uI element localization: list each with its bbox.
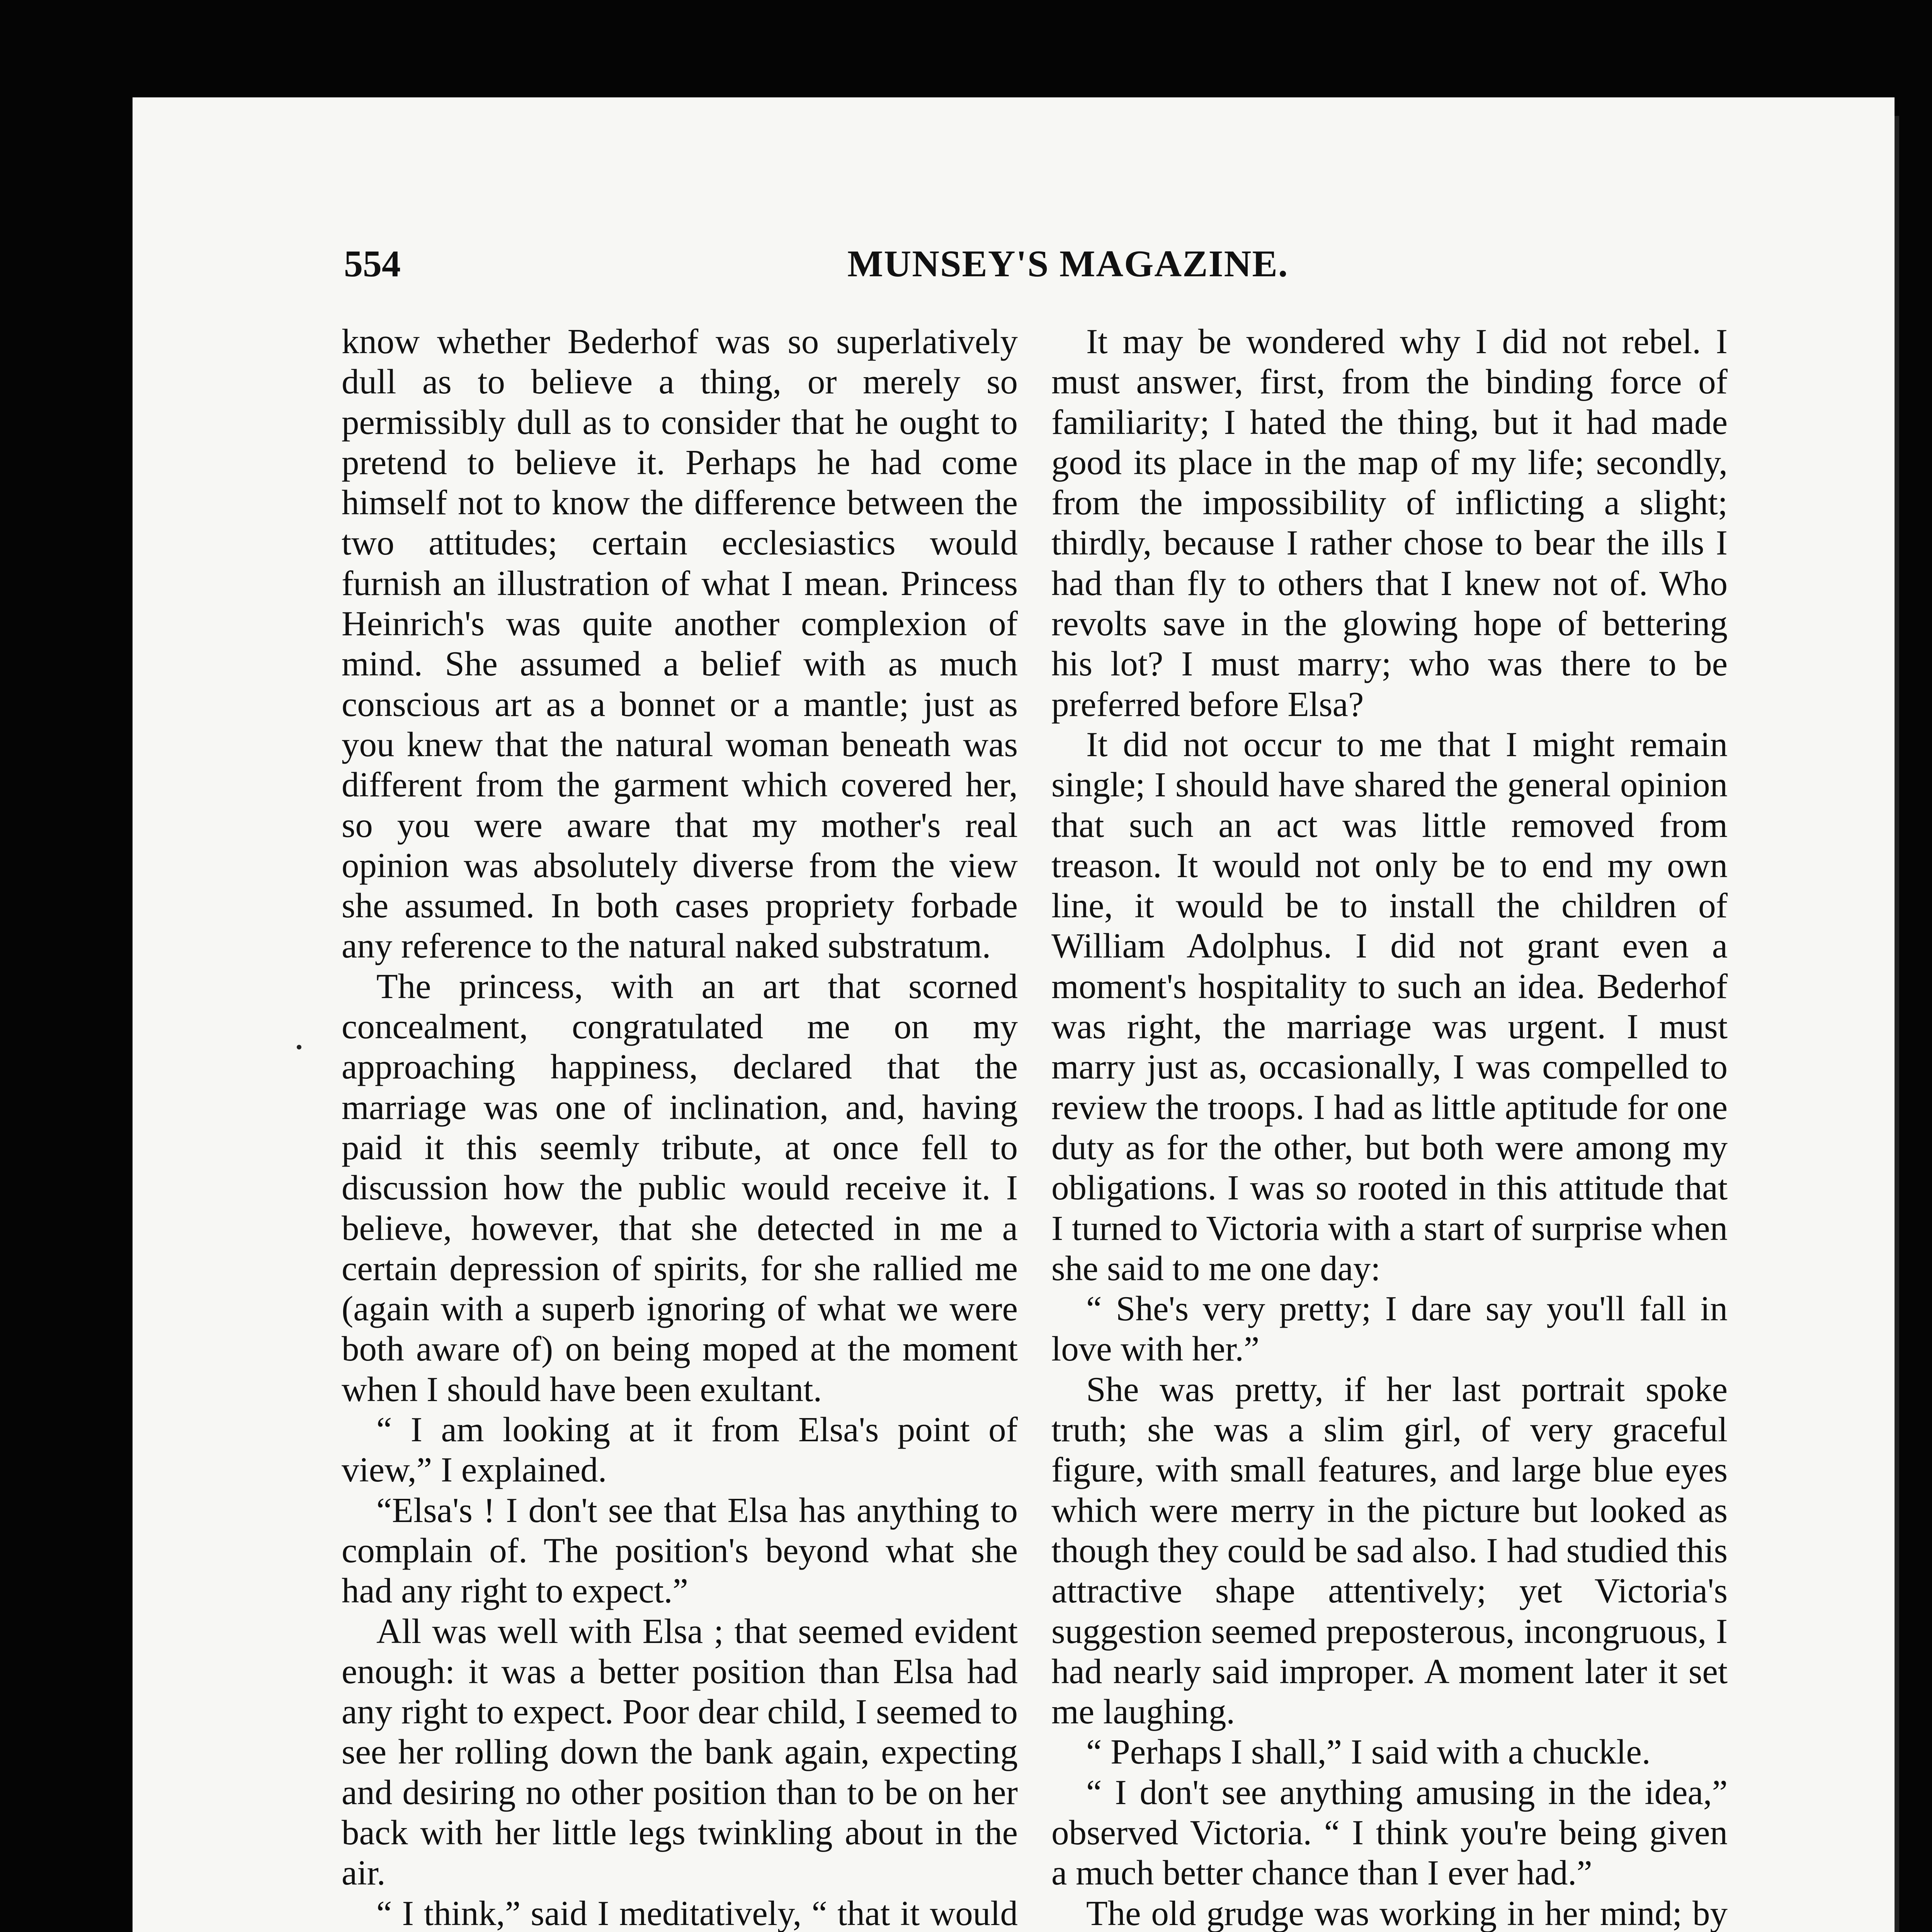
left-text-column [342, 321, 1018, 1932]
paragraph: “ I think,” said I meditatively, “ that it would [376, 1893, 1018, 1932]
paragraph: know whether Bederhof was so superlatively dull as to believe a thing, or merely so permissibly dull as to consider that he ought to pretend to believe it. Perhaps he had come himself not to know the difference between the two attitudes; certain ecclesiastics would furnish an illustration of what I mean. Princess Heinrich's was quite another complexion of mind. She assumed a belief with as much conscious art as a bonnet or a mantle; just as you knew that the natural woman beneath was different from the garment which covered her, so you were aware that my mother's real opinion was absolutely diverse from the view she assumed. In both cases propriety forbade any reference to the natural naked substratum. [342, 322, 1018, 966]
paragraph: All was well with Elsa ; that seemed evident enough: it was a better position than Elsa had any right to expect. Poor dear child, I seemed to see her rolling down the bank again, expecting and desiring no other position than to be on her back with her little legs twinkling about in the air. [342, 1611, 1018, 1893]
magazine-page [133, 97, 1895, 1932]
paragraph: “ I don't see anything amusing in the idea,” observed Victoria. “ I think you're being given a much better chance than I ever had.” [1051, 1772, 1728, 1893]
paragraph: “ I am looking at it from Elsa's point of view,” I explained. [342, 1410, 1018, 1490]
paragraph: “Elsa's ! I don't see that Elsa has anything to complain of. The position's beyond what she had any right to expect.” [342, 1490, 1018, 1611]
paragraph: The old grudge was working in her mind; by [1086, 1893, 1728, 1932]
ink-speck [297, 1045, 301, 1049]
paragraph: She was pretty, if her last portrait spoke truth; she was a slim girl, of very graceful figure, with small features, and large blue eyes which were merry in the picture but looked as though they could be sad also. I had studied this attractive shape attentively; yet Victoria's suggestion seemed preposterous, incongruous, I had nearly said improper. A moment later it set me laughing. [1051, 1369, 1728, 1731]
paragraph: The princess, with an art that scorned concealment, congratulated me on my approaching happiness, declared that the marriage was one of inclination, and, having paid it this seemly tribute, at once fell to discussion how the public would receive it. I believe, however, that she detected in me a certain depression of spirits, for she rallied me (again with a superb ignoring of what we were both aware of) on being moped at the moment when I should have been exultant. [342, 966, 1018, 1409]
page-spine-edge [1895, 116, 1899, 1932]
page-number: 554 [344, 243, 401, 285]
paragraph: “ Perhaps I shall,” I said with a chuckle. [1086, 1732, 1651, 1772]
right-text-column [1051, 321, 1728, 1932]
paragraph: It may be wondered why I did not rebel. I must answer, first, from the binding force of familiarity; I hated the thing, but it had made good its place in the map of my life; secondly, from the impossibility of inflicting a slight; thirdly, because I rather chose to bear the ills I had than fly to others that I knew not of. Who revolts save in the glowing hope of bettering his lot? I must marry; who was there to be preferred before Elsa? [1051, 322, 1728, 724]
paragraph: “ She's very pretty; I dare say you'll fall in love with her.” [1051, 1289, 1728, 1369]
running-title: MUNSEY'S MAGAZINE. [847, 243, 1289, 285]
paragraph: It did not occur to me that I might remain single; I should have shared the general opinion that such an act was little removed from treason. It would not only be to end my own line, it would be to install the children of William Adolphus. I did not grant even a moment's hospitality to such an idea. Bederhof was right, the marriage was urgent. I must marry just as, occasionally, I was compelled to review the troops. I had as little aptitude for one duty as for the other, but both were among my obligations. I was so rooted in this attitude that I turned to Victoria with a start of surprise when she said to me one day: [1051, 724, 1728, 1288]
running-header [133, 242, 1895, 293]
